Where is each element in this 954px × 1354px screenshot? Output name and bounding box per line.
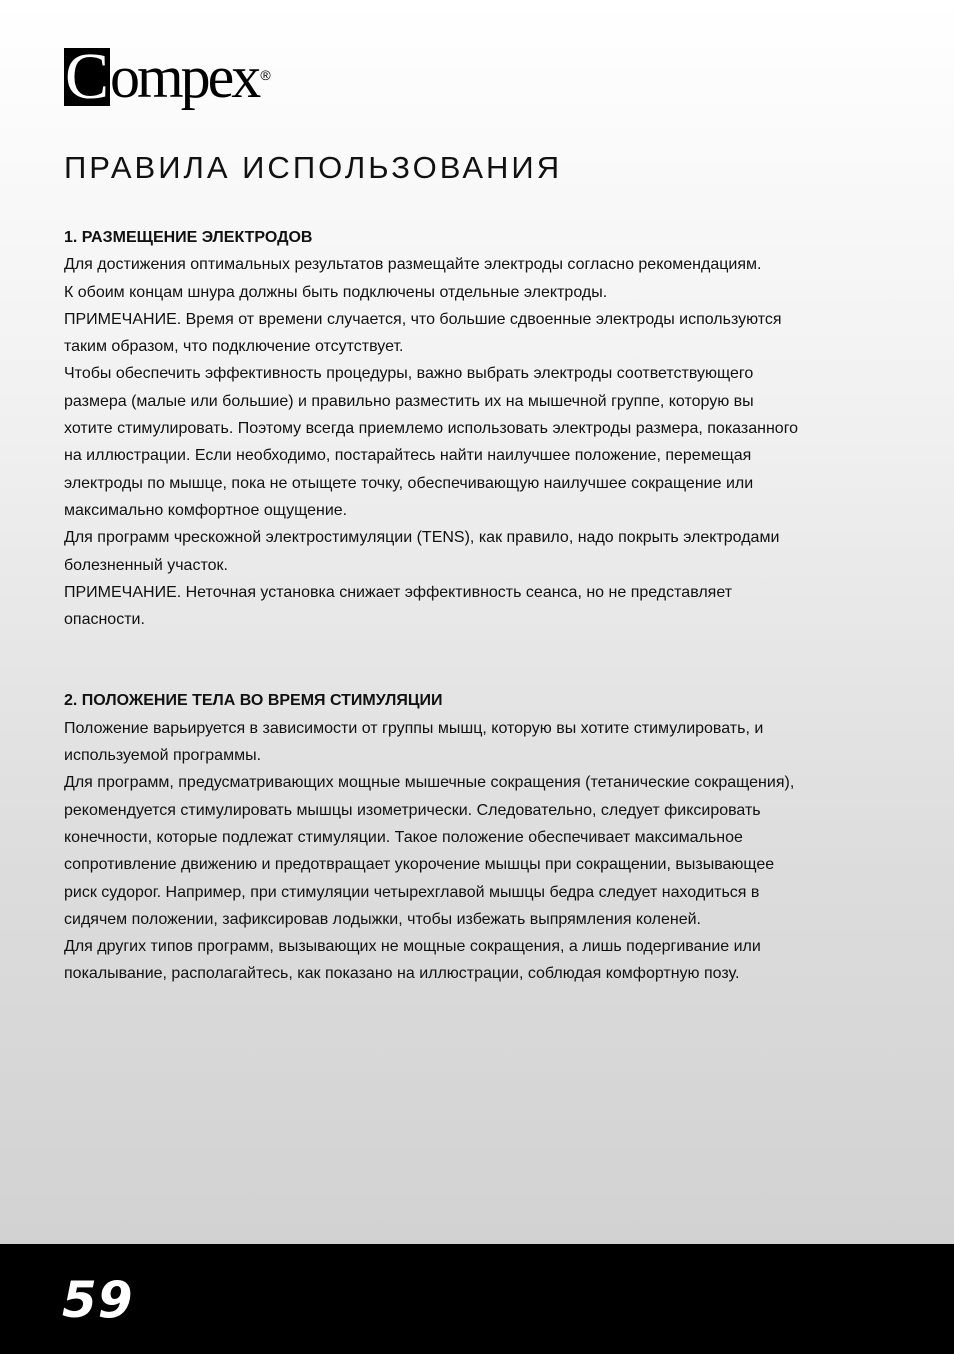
section-electrode-placement bbox=[64, 224, 894, 633]
compex-logo bbox=[64, 44, 271, 118]
text-line: покалывание, располагайтесь, как показано на иллюстрации, соблюдая комфортную позу. bbox=[64, 965, 740, 983]
text-line: Для достижения оптимальных результатов размещайте электроды согласно рекомендациям. bbox=[64, 256, 762, 274]
page-number: 59 bbox=[62, 1271, 134, 1329]
section-heading: 2. ПОЛОЖЕНИЕ ТЕЛА ВО ВРЕМЯ СТИМУЛЯЦИИ bbox=[64, 692, 443, 710]
text-line: Положение варьируется в зависимости от группы мышц, которую вы хотите стимулировать, и bbox=[64, 719, 764, 737]
text-line: болезненный участок. bbox=[64, 556, 228, 574]
text-line: на иллюстрации. Если необходимо, постарайтесь найти наилучшее положение, перемещая bbox=[64, 447, 752, 465]
registered-mark: ® bbox=[260, 67, 271, 83]
text-line: Чтобы обеспечить эффективность процедуры, важно выбрать электроды соответствующего bbox=[64, 365, 754, 383]
text-line: Для программ чрескожной электростимуляции (TENS), как правило, надо покрыть электродами bbox=[64, 529, 780, 547]
section-heading: 1. РАЗМЕЩЕНИЕ ЭЛЕКТРОДОВ bbox=[64, 229, 313, 246]
text-line: риск судорог. Например, при стимуляции четырехглавой мышцы бедра следует находиться в bbox=[64, 883, 760, 901]
text-line: конечности, которые подлежат стимуляции. Такое положение обеспечивает максимальное bbox=[64, 828, 743, 846]
text-line: рекомендуется стимулировать мышцы изометрически. Следовательно, следует фиксировать bbox=[64, 801, 761, 819]
text-line: используемой программы. bbox=[64, 747, 262, 765]
section-body-position bbox=[64, 687, 894, 987]
document-body bbox=[64, 224, 894, 988]
footer-bar bbox=[0, 1244, 954, 1354]
logo-wordmark: ompex bbox=[110, 44, 259, 110]
text-line: опасности. bbox=[64, 611, 145, 629]
text-line: ПРИМЕЧАНИЕ. Время от времени случается, что большие сдвоенные электроды используются bbox=[64, 310, 782, 328]
text-line: максимально комфортное ощущение. bbox=[64, 501, 348, 519]
text-line: таким образом, что подключение отсутствует. bbox=[64, 338, 404, 356]
text-line: сидячем положении, зафиксировав лодыжки, чтобы избежать выпрямления коленей. bbox=[64, 910, 701, 928]
text-line: сопротивление движению и предотвращает укорочение мышцы при сокращении, вызывающее bbox=[64, 856, 775, 874]
text-line: хотите стимулировать. Поэтому всегда приемлемо использовать электроды размера, показанного bbox=[64, 420, 799, 438]
text-line: размера (малые или большие) и правильно разместить их на мышечной группе, которую вы bbox=[64, 392, 754, 410]
text-line: ПРИМЕЧАНИЕ. Неточная установка снижает эффективность сеанса, но не представляет bbox=[64, 583, 733, 601]
text-line: Для других типов программ, вызывающих не мощные сокращения, а лишь подергивание или bbox=[64, 938, 761, 956]
text-line: К обоим концам шнура должны быть подключены отдельные электроды. bbox=[64, 283, 608, 301]
logo-initial: C bbox=[64, 48, 110, 106]
text-line: Для программ, предусматривающих мощные мышечные сокращения (тетанические сокращения), bbox=[64, 774, 795, 792]
text-line: электроды по мышце, пока не отыщете точку, обеспечивающую наилучшее сокращение или bbox=[64, 474, 754, 492]
page-title: ПРАВИЛА ИСПОЛЬЗОВАНИЯ bbox=[64, 150, 563, 185]
